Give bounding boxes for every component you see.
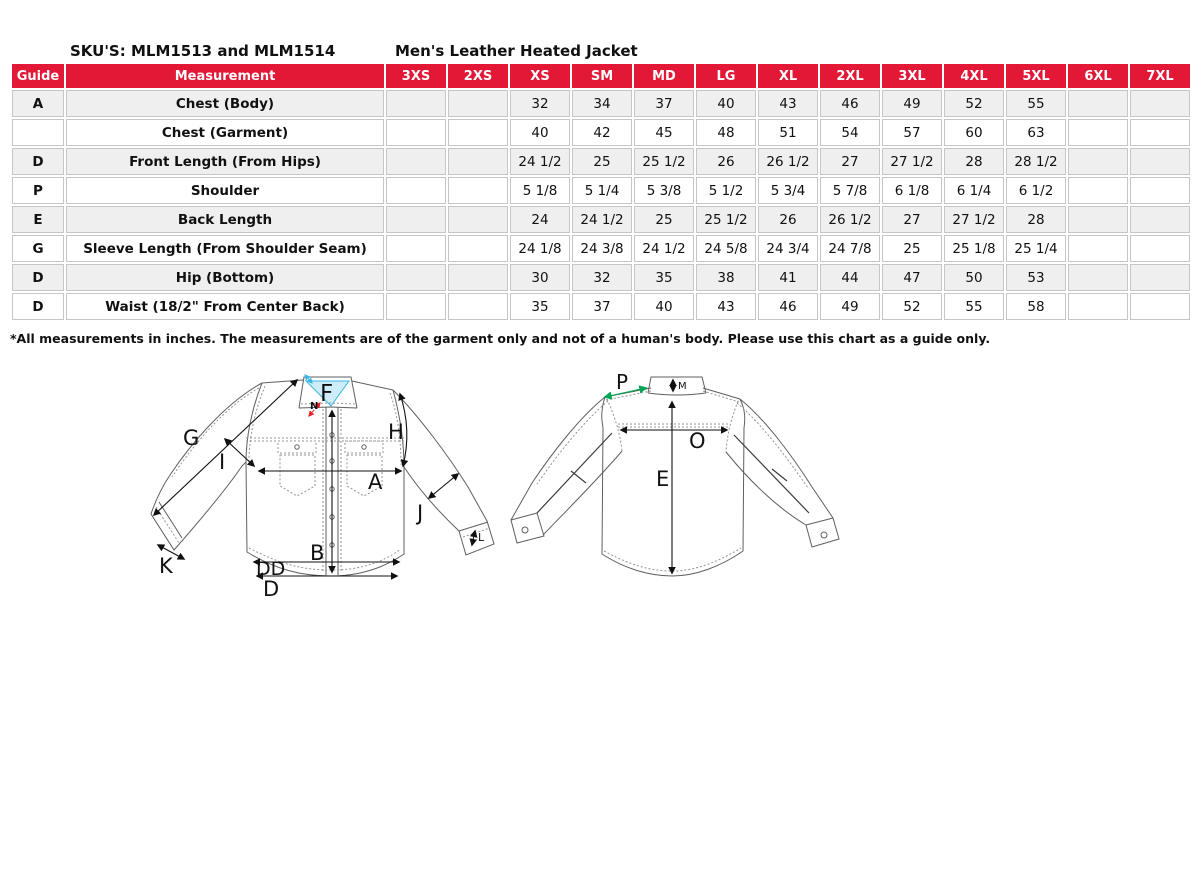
value-cell: 6 1/2 (1006, 177, 1066, 204)
value-cell (386, 148, 446, 175)
value-cell: 25 1/2 (696, 206, 756, 233)
value-cell (386, 90, 446, 117)
value-cell: 25 1/8 (944, 235, 1004, 262)
value-cell (1130, 293, 1190, 320)
value-cell (386, 293, 446, 320)
column-header: 4XL (944, 64, 1004, 88)
value-cell: 40 (510, 119, 570, 146)
guide-cell: P (12, 177, 64, 204)
value-cell (448, 264, 508, 291)
column-header: 3XL (882, 64, 942, 88)
column-header: LG (696, 64, 756, 88)
measurement-cell: Front Length (From Hips) (66, 148, 384, 175)
size-table-head (12, 64, 1190, 88)
label-shoulder-P: P (616, 370, 629, 394)
label-bottom-D: D (263, 577, 280, 601)
value-cell: 5 3/4 (758, 177, 818, 204)
value-cell: 53 (1006, 264, 1066, 291)
column-header: XS (510, 64, 570, 88)
label-cuff-K: K (159, 554, 173, 578)
value-cell: 5 3/8 (634, 177, 694, 204)
value-cell: 51 (758, 119, 818, 146)
value-cell: 27 1/2 (944, 206, 1004, 233)
column-header: 6XL (1068, 64, 1128, 88)
value-cell (1068, 264, 1128, 291)
value-cell: 58 (1006, 293, 1066, 320)
value-cell: 40 (696, 90, 756, 117)
value-cell: 27 (820, 148, 880, 175)
value-cell (448, 148, 508, 175)
value-cell: 30 (510, 264, 570, 291)
value-cell: 43 (758, 90, 818, 117)
value-cell (1130, 148, 1190, 175)
value-cell: 24 1/2 (510, 148, 570, 175)
value-cell: 24 3/4 (758, 235, 818, 262)
value-cell (1068, 148, 1128, 175)
value-cell: 32 (572, 264, 632, 291)
value-cell: 24 1/2 (572, 206, 632, 233)
table-row (12, 119, 1190, 146)
value-cell: 57 (882, 119, 942, 146)
value-cell (1068, 206, 1128, 233)
label-forearm-J: J (417, 501, 424, 525)
value-cell: 26 (758, 206, 818, 233)
value-cell: 46 (758, 293, 818, 320)
value-cell (1130, 206, 1190, 233)
column-header: SM (572, 64, 632, 88)
header-row (12, 64, 1190, 88)
measurement-cell: Waist (18/2" From Center Back) (66, 293, 384, 320)
value-cell: 5 1/8 (510, 177, 570, 204)
value-cell: 6 1/8 (882, 177, 942, 204)
column-header: 3XS (386, 64, 446, 88)
value-cell: 63 (1006, 119, 1066, 146)
value-cell: 6 1/4 (944, 177, 1004, 204)
column-header: 7XL (1130, 64, 1190, 88)
value-cell: 45 (634, 119, 694, 146)
value-cell (386, 264, 446, 291)
size-table-body (12, 90, 1190, 320)
value-cell: 25 (882, 235, 942, 262)
column-header: 2XS (448, 64, 508, 88)
table-row (12, 148, 1190, 175)
guide-cell: D (12, 264, 64, 291)
table-row (12, 90, 1190, 117)
value-cell: 47 (882, 264, 942, 291)
value-cell: 25 (634, 206, 694, 233)
value-cell (1068, 90, 1128, 117)
label-hem-DD: DD (256, 558, 286, 580)
value-cell: 24 3/8 (572, 235, 632, 262)
table-row (12, 206, 1190, 233)
column-header: 2XL (820, 64, 880, 88)
measurement-cell: Hip (Bottom) (66, 264, 384, 291)
measurement-cell: Chest (Body) (66, 90, 384, 117)
label-collar-F: F (320, 381, 334, 407)
value-cell: 25 1/2 (634, 148, 694, 175)
footnote: *All measurements in inches. The measurements are of the garment only and not of a human's body. Please use this chart as a guide only. (10, 331, 991, 346)
value-cell: 28 (1006, 206, 1066, 233)
value-cell: 38 (696, 264, 756, 291)
table-row (12, 235, 1190, 262)
value-cell: 25 (572, 148, 632, 175)
label-back-length-E: E (656, 467, 670, 491)
value-cell (1130, 119, 1190, 146)
label-armhole-H: H (388, 420, 404, 444)
value-cell: 35 (510, 293, 570, 320)
value-cell: 5 1/2 (696, 177, 756, 204)
back-jacket-drawing (511, 370, 839, 576)
guide-cell (12, 119, 64, 146)
value-cell: 5 1/4 (572, 177, 632, 204)
value-cell: 49 (882, 90, 942, 117)
measurement-cell: Chest (Garment) (66, 119, 384, 146)
guide-cell: D (12, 148, 64, 175)
table-row (12, 177, 1190, 204)
value-cell (448, 235, 508, 262)
label-bicep-I: I (219, 450, 226, 474)
value-cell: 24 5/8 (696, 235, 756, 262)
value-cell (1068, 119, 1128, 146)
value-cell: 41 (758, 264, 818, 291)
value-cell: 37 (572, 293, 632, 320)
product-title: Men's Leather Heated Jacket (395, 42, 638, 60)
value-cell: 24 7/8 (820, 235, 880, 262)
value-cell (386, 119, 446, 146)
label-chest-A: A (368, 470, 383, 494)
value-cell: 26 (696, 148, 756, 175)
table-row (12, 293, 1190, 320)
value-cell: 55 (1006, 90, 1066, 117)
value-cell (386, 177, 446, 204)
column-header: Measurement (66, 64, 384, 88)
value-cell (1130, 235, 1190, 262)
value-cell (448, 293, 508, 320)
table-row (12, 264, 1190, 291)
value-cell (448, 119, 508, 146)
front-jacket-drawing (151, 375, 494, 601)
guide-cell: D (12, 293, 64, 320)
value-cell: 42 (572, 119, 632, 146)
value-cell (448, 177, 508, 204)
value-cell (1068, 177, 1128, 204)
value-cell: 54 (820, 119, 880, 146)
label-collar-point-N: N (310, 401, 319, 412)
value-cell (448, 206, 508, 233)
value-cell: 28 1/2 (1006, 148, 1066, 175)
value-cell (1068, 293, 1128, 320)
value-cell: 49 (820, 293, 880, 320)
value-cell: 55 (944, 293, 1004, 320)
value-cell: 28 (944, 148, 1004, 175)
guide-cell: A (12, 90, 64, 117)
jacket-diagrams (0, 355, 1200, 625)
measurement-cell: Back Length (66, 206, 384, 233)
value-cell: 60 (944, 119, 1004, 146)
value-cell: 27 (882, 206, 942, 233)
label-front-length-B: B (310, 541, 325, 565)
value-cell: 48 (696, 119, 756, 146)
value-cell: 44 (820, 264, 880, 291)
value-cell: 52 (882, 293, 942, 320)
value-cell: 24 1/8 (510, 235, 570, 262)
measurement-cell: Sleeve Length (From Shoulder Seam) (66, 235, 384, 262)
value-cell: 27 1/2 (882, 148, 942, 175)
column-header: MD (634, 64, 694, 88)
value-cell: 46 (820, 90, 880, 117)
value-cell: 43 (696, 293, 756, 320)
label-back-width-O: O (689, 429, 706, 453)
column-header: Guide (12, 64, 64, 88)
value-cell: 35 (634, 264, 694, 291)
column-header: XL (758, 64, 818, 88)
label-collar-height-M: M (678, 381, 687, 392)
label-cuff-height-L: L (478, 531, 485, 544)
value-cell: 26 1/2 (758, 148, 818, 175)
value-cell (1068, 235, 1128, 262)
size-table (10, 62, 1192, 322)
label-sleeve-length-G: G (183, 426, 200, 450)
value-cell: 40 (634, 293, 694, 320)
measurement-cell: Shoulder (66, 177, 384, 204)
guide-cell: E (12, 206, 64, 233)
sku-title: SKU'S: MLM1513 and MLM1514 (70, 42, 336, 60)
value-cell: 26 1/2 (820, 206, 880, 233)
value-cell (448, 90, 508, 117)
value-cell: 50 (944, 264, 1004, 291)
value-cell (1130, 177, 1190, 204)
title-row (0, 42, 1200, 60)
value-cell (1130, 90, 1190, 117)
value-cell: 52 (944, 90, 1004, 117)
value-cell: 24 (510, 206, 570, 233)
value-cell: 32 (510, 90, 570, 117)
column-header: 5XL (1006, 64, 1066, 88)
value-cell (386, 206, 446, 233)
value-cell: 34 (572, 90, 632, 117)
value-cell (1130, 264, 1190, 291)
guide-cell: G (12, 235, 64, 262)
value-cell: 5 7/8 (820, 177, 880, 204)
value-cell: 37 (634, 90, 694, 117)
value-cell: 24 1/2 (634, 235, 694, 262)
value-cell (386, 235, 446, 262)
value-cell: 25 1/4 (1006, 235, 1066, 262)
